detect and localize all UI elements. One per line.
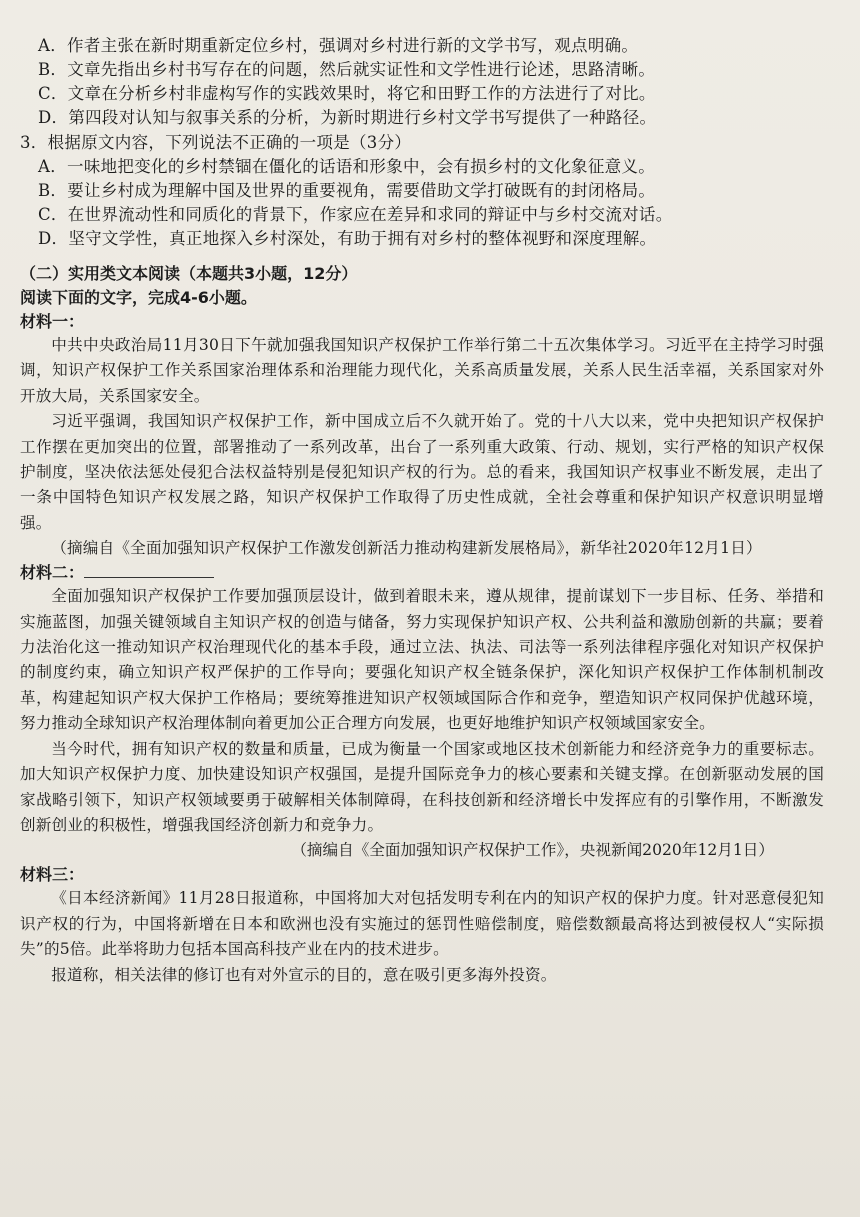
material-3-paragraph: 《日本经济新闻》11月28日报道称，中国将加大对包括发明专利在内的知识产权的保护力度。针对恶意侵犯知识产权的行为，中国将新增在日本和欧洲也没有实施过的惩罚性赔偿制度，赔偿数额最高将达到被侵权人“实际损失”的5倍。此举将助力包括本国高科技产业在内的技术进步。 [20,889,824,959]
material-2-paragraph: 全面加强知识产权保护工作要加强顶层设计，做到着眼未来，遵从规律，提前谋划下一步目标、任务、举措和实施蓝图，加强关键领域自主知识产权的创造与储备，努力实现保护知识产权、公共利益和激励创新的共赢；要着力法治化这一推动知识产权治理现代化的基本手段，通过立法、执法、司法等一系列法律程序强化对知识产权保护的制度约束，确立知识产权严保护的工作导向；要强化知识产权全链条保护，深化知识产权保护工作体制机制改革，构建起知识产权大保护工作格局；要统筹推进知识产权领域国际合作和竞争，塑造知识产权同保护优越环境，努力推动全球知识产权治理体制向着更加公正合理方向发展，也更好地维护知识产权领域国家安全。 [20,587,824,733]
material-1-paragraph: 习近平强调，我国知识产权保护工作，新中国成立后不久就开始了。党的十八大以来，党中央把知识产权保护工作摆在更加突出的位置，部署推动了一系列改革，出台了一系列重大政策、行动、规划，实行严格的知识产权保护制度，坚决依法惩处侵犯合法权益特别是侵犯知识产权的行为。总的看来，我国知识产权事业不断发展，走出了一条中国特色知识产权发展之路，知识产权保护工作取得了历史性成就，全社会尊重和保护知识产权意识明显增强。 [20,412,824,532]
material-2 [20,561,824,863]
q3-option-d: D．坚守文学性，真正地探入乡村深处，有助于拥有对乡村的整体视野和深度理解。 [38,229,657,248]
question-3 [20,130,824,251]
material-3-label: 材料三： [20,865,85,885]
material-3 [20,863,824,988]
q2-option-a: A．作者主张在新时期重新定位乡村，强调对乡村进行新的文学书写，观点明确。 [38,36,639,55]
material-2-paragraph: 当今时代，拥有知识产权的数量和质量，已成为衡量一个国家或地区技术创新能力和经济竞争力的重要标志。加大知识产权保护力度、加快建设知识产权强国，是提升国际竞争力的核心要素和关键支撑。在创新驱动发展的国家战略引领下，知识产权领域要勇于破解相关体制障碍，在科技创新和经济增长中发挥应有的引擎作用，不断激发创新创业的积极性，增强我国经济创新力和竞争力。 [20,739,824,834]
q3-option-c: C．在世界流动性和同质化的背景下，作家应在差异和求同的辩证中与乡村交流对话。 [38,205,673,224]
material-3-paragraph: 报道称，相关法律的修订也有对外宣示的目的，意在吸引更多海外投资。 [51,965,557,984]
material-1-label: 材料一： [20,312,85,331]
answer-blank [84,563,214,578]
material-1-paragraph: 中共中央政治局11月30日下午就加强我国知识产权保护工作举行第二十五次集体学习。习近平在主持学习时强调，知识产权保护工作关系国家治理体系和治理能力现代化，关系高质量发展，关系人民生活幸福，关系国家对外开放大局，关系国家安全。 [20,336,824,405]
question-2-options [20,34,824,130]
q3-option-b: B．要让乡村成为理解中国及世界的重要视角，需要借助文学打破既有的封闭格局。 [38,181,656,200]
material-2-label: 材料二： [20,561,824,584]
section-instruction: 阅读下面的文字，完成4-6小题。 [20,288,257,307]
q2-option-d: D．第四段对认知与叙事关系的分析，为新时期进行乡村文学书写提供了一种路径。 [38,108,657,127]
q2-option-b: B．文章先指出乡村书写存在的问题，然后就实证性和文学性进行论述，思路清晰。 [38,60,656,79]
q3-option-a: A．一味地把变化的乡村禁锢在僵化的话语和形象中，会有损乡村的文化象征意义。 [38,157,656,176]
q3-stem: 3．根据原文内容，下列说法不正确的一项是（3分） [20,133,412,152]
material-1 [20,310,824,561]
q2-option-c: C．文章在分析乡村非虚构写作的实践效果时，将它和田野工作的方法进行了对比。 [38,84,656,103]
material-2-source: （摘编自《全面加强知识产权保护工作》，央视新闻2020年12月1日） [291,841,774,860]
material-1-source: （摘编自《全面加强知识产权保护工作激发创新活力推动构建新发展格局》，新华社2020年12月1日） [51,539,762,558]
section-heading: （二）实用类文本阅读（本题共3小题，12分） [20,264,358,283]
